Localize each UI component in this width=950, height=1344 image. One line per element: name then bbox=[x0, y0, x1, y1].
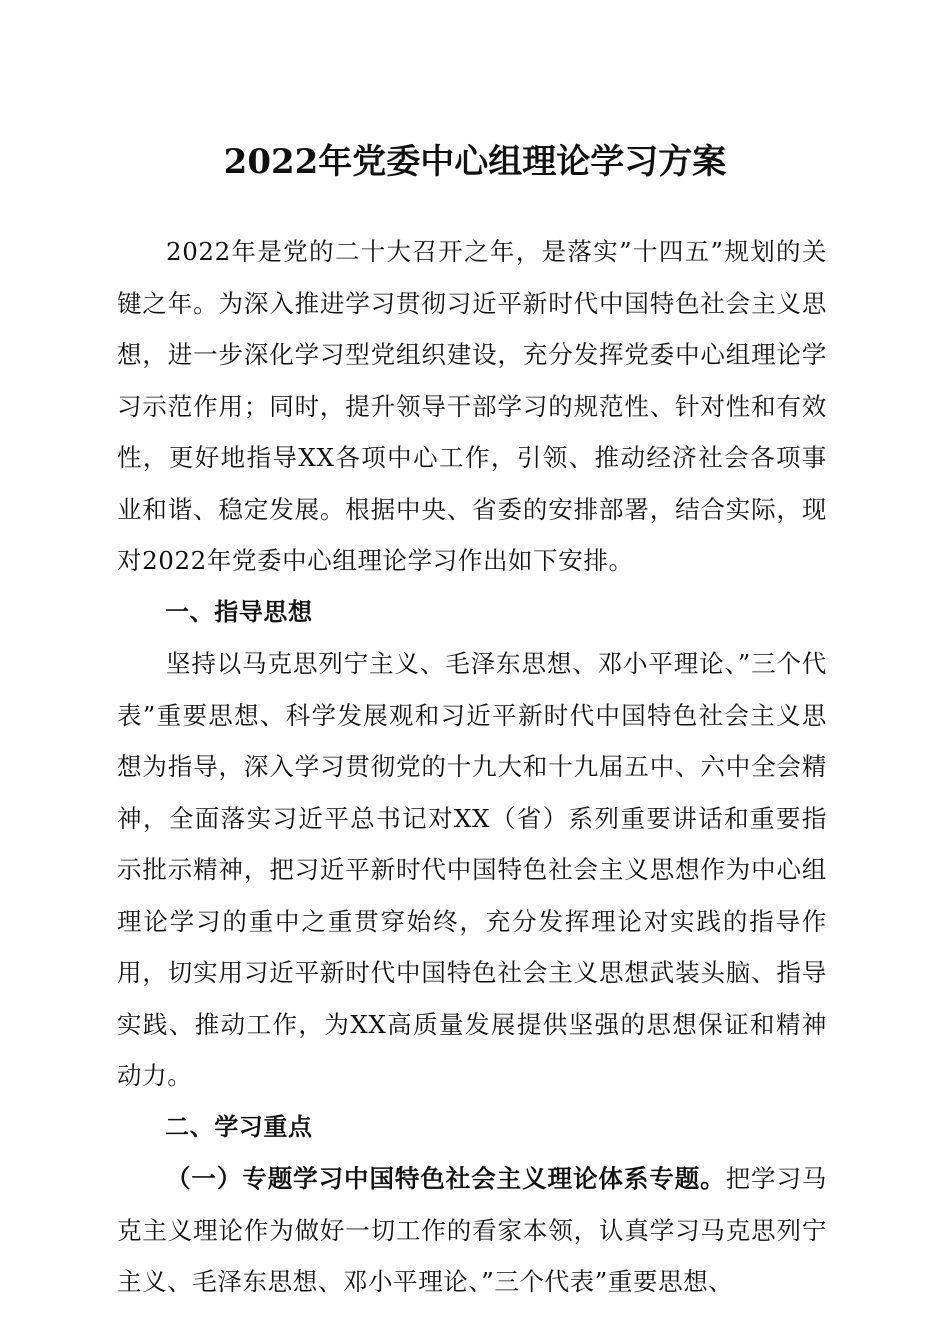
section-heading-guiding-ideology: 一、指导思想 bbox=[165, 597, 313, 626]
study-focus-item-1-text: 把学习马克主义理论作为做好一切工作的看家本领，认真学习马克思列宁主义、毛泽东思想、邓小平理论、”三个代表”重要思想、 bbox=[117, 1164, 828, 1296]
intro-paragraph: 2022年是党的二十大召开之年，是落实”十四五”规划的关键之年。为深入推进学习贯彻习近平新时代中国特色社会主义思想，进一步深化学习型党组织建设，充分发挥党委中心组理论学习示范作用；同时，提升领导干部学习的规范性、针对性和有效性，更好地指导XX各项中心工作，引领、推动经济社会各项事业和谐、稳定发展。根据中央、省委的安排部署，结合实际，现对2022年党委中心组理论学习作出如下安排。 bbox=[117, 237, 827, 575]
section-heading-study-focus: 二、学习重点 bbox=[165, 1112, 313, 1141]
study-focus-item-1 bbox=[117, 1153, 827, 1308]
study-focus-item-1-title: （一）专题学习中国特色社会主义理论体系专题。 bbox=[166, 1164, 726, 1193]
document-title: 2022年党委中心组理论学习方案 bbox=[223, 142, 727, 182]
document-body bbox=[117, 226, 827, 1308]
guiding-ideology-paragraph: 坚持以马克思列宁主义、毛泽东思想、邓小平理论、”三个代表”重要思想、科学发展观和习近平新时代中国特色社会主义思想为指导，深入学习贯彻党的十九大和十九届五中、六中全会精神，全面落实习近平总书记对XX（省）系列重要讲话和重要指示批示精神，把习近平新时代中国特色社会主义思想作为中心组理论学习的重中之重贯穿始终，充分发挥理论对实践的指导作用，切实用习近平新时代中国特色社会主义思想武装头脑、指导实践、推动工作，为XX高质量发展提供坚强的思想保证和精神动力。 bbox=[117, 649, 827, 1090]
